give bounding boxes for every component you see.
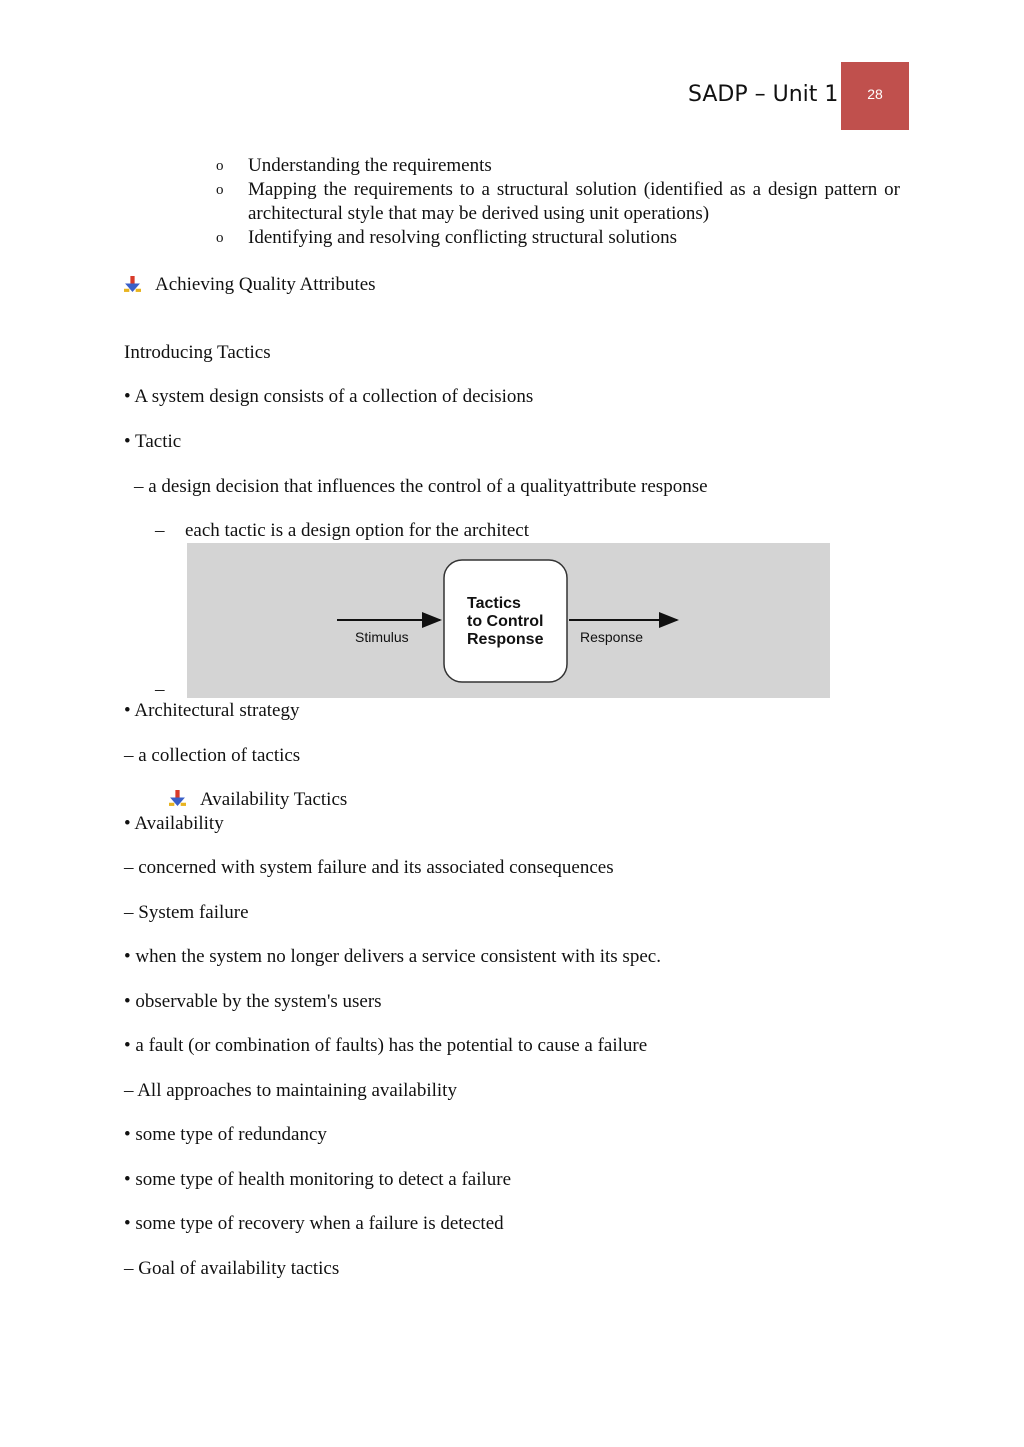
arrow-bullet-icon <box>169 790 186 807</box>
text-line: • Tactic <box>124 431 182 452</box>
sub-bullet-marker: o <box>216 230 224 246</box>
text-line: • Availability <box>124 813 224 834</box>
text-line: each tactic is a design option for the architect <box>185 520 529 541</box>
text-line: • observable by the system's users <box>124 991 382 1012</box>
sub-bullet-text: Understanding the requirements <box>248 155 492 176</box>
box-label-line: Response <box>467 631 544 648</box>
text-line: • Architectural strategy <box>124 700 300 721</box>
sub-bullet-marker: o <box>216 158 224 174</box>
box-label-line: to Control <box>467 613 544 630</box>
response-label: Response <box>580 629 644 645</box>
sub-bullet-text: Mapping the requirements to a structural solution (identified as a design pattern or architectural style that may be derived using unit operations) <box>248 179 900 224</box>
sub-bullet-text: Identifying and resolving conflicting structural solutions <box>248 227 678 248</box>
text-line: • some type of redundancy <box>124 1124 327 1145</box>
sub-bullet-marker: o <box>216 182 224 198</box>
box-label-line: Tactics <box>467 595 521 612</box>
text-line: • some type of health monitoring to detect a failure <box>124 1169 512 1190</box>
text-line: – concerned with system failure and its associated consequences <box>124 857 614 878</box>
intro-title: Introducing Tactics <box>124 342 271 363</box>
text-line: • when the system no longer delivers a service consistent with its spec. <box>124 946 661 967</box>
section-heading-availability: Availability Tactics <box>200 789 348 810</box>
arrow-bullet-icon <box>124 276 141 293</box>
text-line: – Goal of availability tactics <box>124 1258 340 1279</box>
stimulus-label: Stimulus <box>355 629 409 645</box>
header-title: SADP – Unit 1 <box>688 82 839 107</box>
text-line: – a design decision that influences the control of a qualityattribute response <box>134 476 708 497</box>
text-line: – System failure <box>124 902 249 923</box>
text-line: • A system design consists of a collection of decisions <box>124 386 534 407</box>
tactics-diagram <box>187 543 830 698</box>
page-number: 28 <box>867 86 883 102</box>
text-line: • a fault (or combination of faults) has the potential to cause a failure <box>124 1035 648 1056</box>
text-line: • some type of recovery when a failure is detected <box>124 1213 504 1234</box>
section-heading-quality: Achieving Quality Attributes <box>155 274 376 295</box>
text-line: – All approaches to maintaining availability <box>124 1080 457 1101</box>
dash-marker: – <box>155 679 165 700</box>
dash-marker: – <box>155 520 165 541</box>
text-line: – a collection of tactics <box>124 745 301 766</box>
